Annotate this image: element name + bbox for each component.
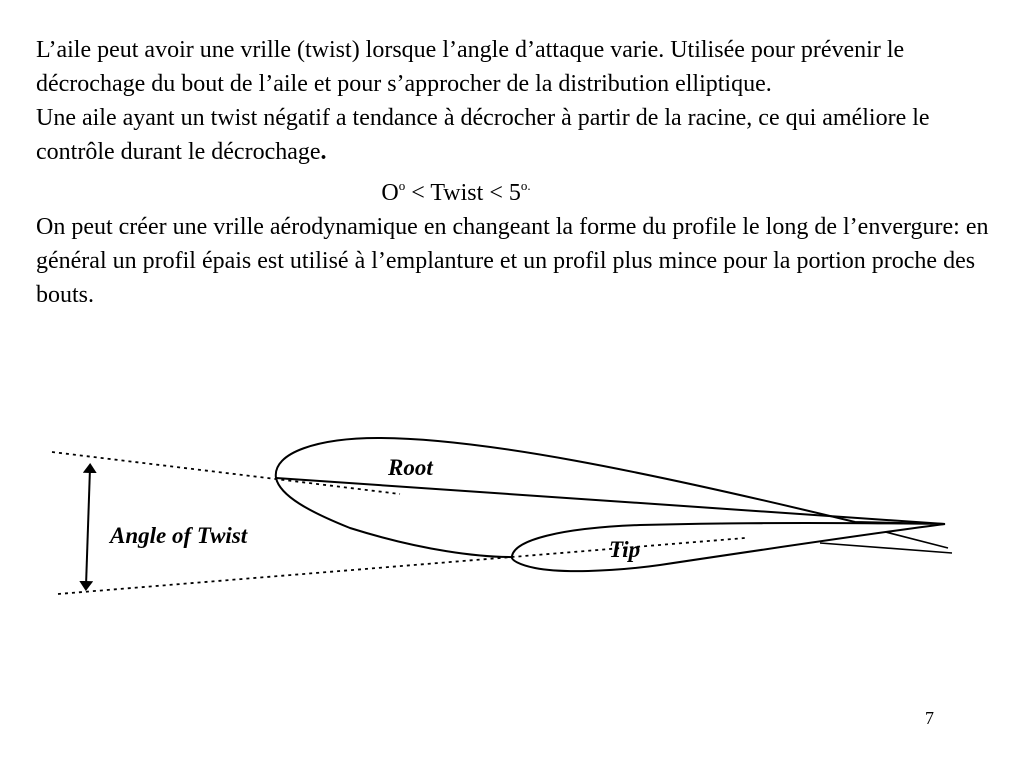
formula-o-superscript: o	[398, 178, 406, 193]
slide-body-text	[36, 33, 996, 312]
formula-middle: < Twist < 5	[405, 180, 521, 206]
paragraph-negative-twist-text: Une aile ayant un twist négatif a tendance à décrocher à partir de la racine, ce qui améliore le contrôle durant le décrochage	[36, 105, 930, 165]
paragraph-aerodynamic-twist: On peut créer une vrille aérodynamique en changeant la forme du profile le long de l’envergure: en général un profil épais est utilisé à l’emplanture et un profil plus mince pour la portion proche des bouts.	[36, 214, 989, 308]
page-number: 7	[925, 708, 934, 728]
root-label: Root	[388, 455, 433, 480]
formula-end-superscript: o.	[520, 178, 531, 193]
paragraph-negative-twist-period: .	[320, 139, 327, 165]
paragraph-negative-twist	[36, 101, 996, 169]
wing-twist-diagram	[0, 420, 1024, 620]
angle-of-twist-arrow	[86, 468, 90, 586]
angle-of-twist-label: Angle of Twist	[110, 523, 248, 548]
twist-range-formula	[36, 169, 996, 210]
paragraph-twist-definition: L’aile peut avoir une vrille (twist) lorsque l’angle d’attaque varie. Utilisée pour prévenir le décrochage du bout de l’aile et pour s’approcher de la distribution elliptique.	[36, 37, 905, 97]
formula-o-letter: O	[381, 180, 399, 206]
tip-label: Tip	[609, 537, 641, 562]
